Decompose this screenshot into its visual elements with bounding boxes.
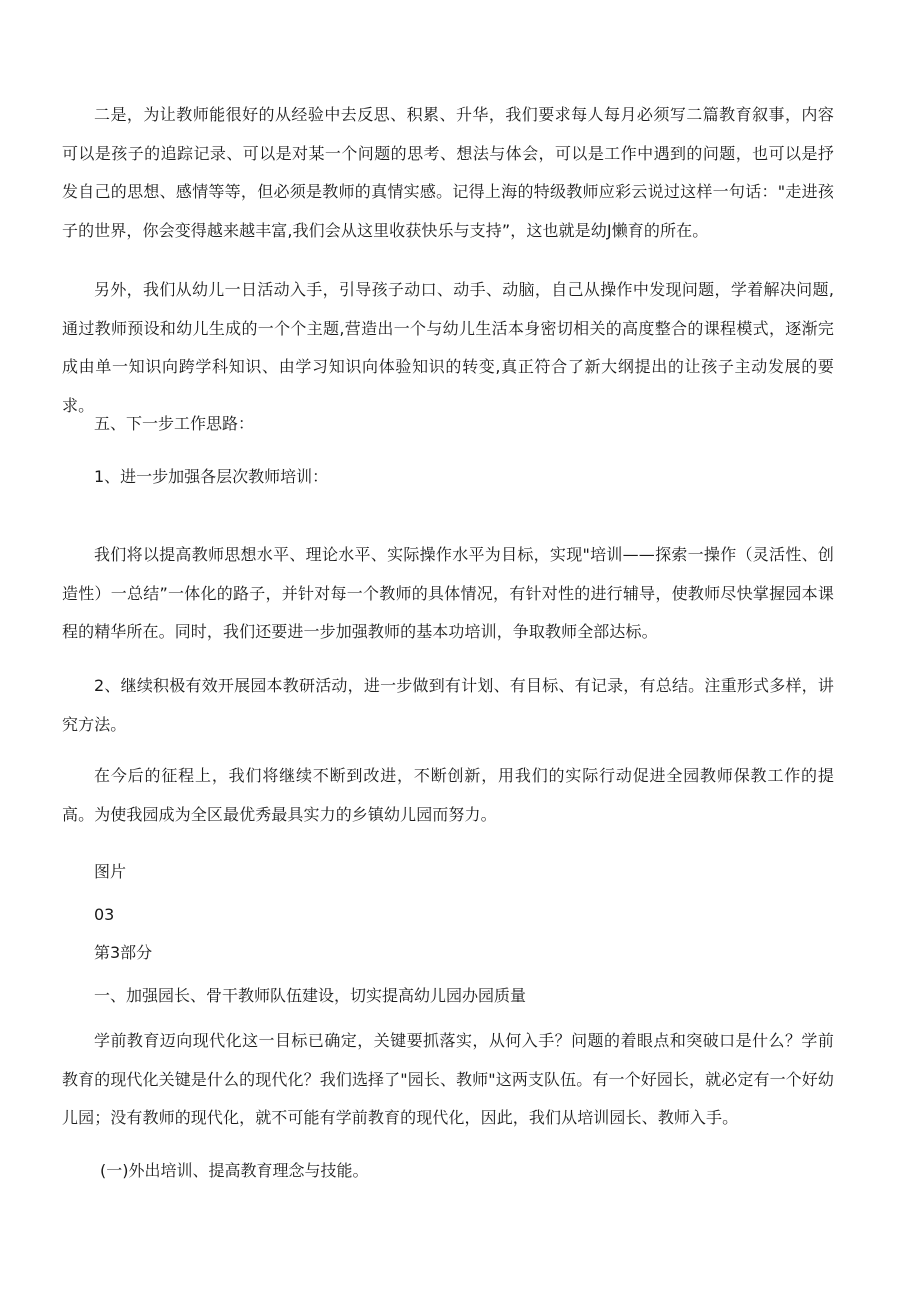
paragraph-future-effort: 在今后的征程上，我们将继续不断到改进，不断创新，用我们的实际行动促进全园教师保教工作的提高。为使我园成为全区最优秀最具实力的乡镇幼儿园而努力。 [62, 766, 834, 824]
paragraph-daily-activities: 另外，我们从幼儿一日活动入手，引导孩子动口、动手、动脑，自己从操作中发现问题，学着解决问题,通过教师预设和幼儿生成的一个个主题,营造出一个与幼儿生活本身密切相关的高度整合的课程模式，逐渐完成由单一知识向跨学科知识、由学习知识向体验知识的转变,真正符合了新大纲提出的让孩子主动发展的要求。 [62, 280, 834, 415]
heading-teacher-training: 1、进一步加强各层次教师培训： [94, 467, 329, 486]
heading-leadership-building: 一、加强园长、骨干教师队伍建设，切实提高幼儿园办园质量 [94, 986, 527, 1005]
paragraph-modernization: 学前教育迈向现代化这一目标已确定，关键要抓落实，从何入手？问题的着眼点和突破口是什么？学前教育的现代化关键是什么的现代化？我们选择了"园长、教师"这两支队伍。有一个好园长，就必定有一个好幼儿园；没有教师的现代化，就不可能有学前教育的现代化，因此，我们从培训园长、教师入手。 [62, 1031, 834, 1127]
heading-next-steps: 五、下一步工作思路： [94, 414, 255, 433]
section-number: 03 [94, 905, 115, 924]
paragraph-training-goals: 我们将以提高教师思想水平、理论水平、实际操作水平为目标，实现"培训——探索一操作（灵活性、创造性）一总结”一体化的路子，并针对每一个教师的具体情况，有针对性的进行辅导，使教师尽快掌握园本课程的精华所在。同时，我们还要进一步加强教师的基本功培训，争取教师全部达标。 [62, 545, 834, 641]
image-label: 图片 [94, 862, 127, 881]
paragraph-research-activities: 2、继续积极有效开展园本教研活动，进一步做到有计划、有目标、有记录，有总结。注重形式多样，讲究方法。 [62, 676, 834, 734]
paragraph-teacher-narrative: 二是，为让教师能很好的从经验中去反思、积累、升华，我们要求每人每月必须写二篇教育叙事，内容可以是孩子的追踪记录、可以是对某一个问题的思考、想法与体会，可以是工作中遇到的问题，也可以是抒发自己的思想、感情等等，但必须是教师的真情实感。记得上海的特级教师应彩云说过这样一句话："走进孩子的世界，你会变得越来越丰富,我们会从这里收获快乐与支持”，这也就是幼J懒育的所在。 [62, 105, 834, 240]
subheading-external-training: (一)外出培训、提高教育理念与技能。 [100, 1161, 369, 1180]
part-label: 第3部分 [94, 943, 153, 962]
